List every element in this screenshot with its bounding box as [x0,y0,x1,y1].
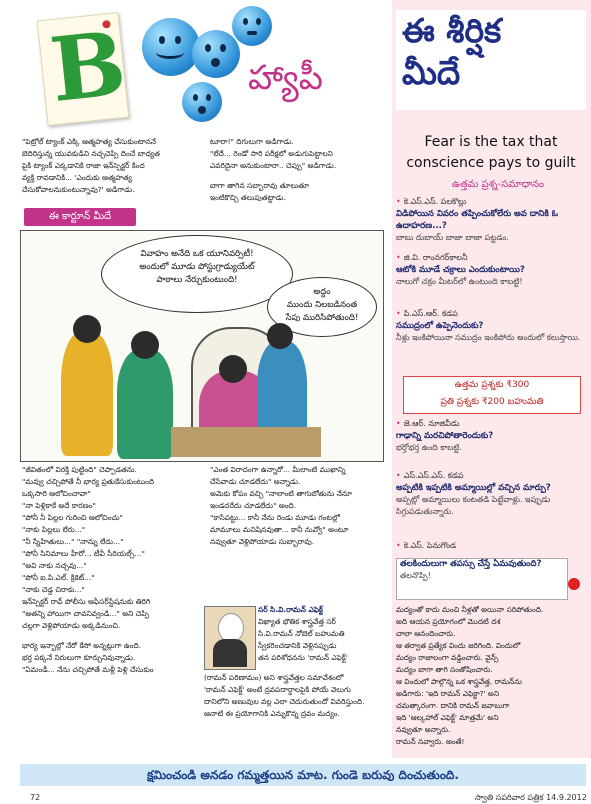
text-line: రామన్ నవ్వారు. అంతే! [396,737,465,746]
text-line: ఆ తర్వాత ప్రత్యేక విందు జరిగింది. విందులో [396,641,521,650]
quote-line-1: Fear is the tax that [424,134,558,150]
head-drawing [73,315,101,343]
text-line: వ్యక్తి రావడానికి... 'ఎందుకు ఆత్మహత్య [22,173,132,182]
text-line: భర్త పక్కనే నిరులుగా కూర్చునివున్నాడు. [22,653,136,662]
page-number: 72 [30,793,41,802]
bubble-text: వివాహం అనేది ఒక యూనివర్సిటీ! [140,249,254,259]
text-line: తన పరిశోధనను 'రామన్ ఎఫెక్ట్' [258,653,348,662]
qa-name: • ఎస్.ఎస్.ఎస్. కడప [396,470,586,482]
qa-name: • జె.ఆర్. నూజివీడు [396,418,586,430]
happy-heading: హ్యాపీ [248,58,323,98]
cartoon [20,230,384,462]
qa-question: అప్పటికి ఇప్పటికి అమ్మాయిల్లో వచ్చిన మార్పు? [396,483,551,493]
header [0,0,395,130]
text-line: "నాకు చెడ్డ చిరాకు..." [22,585,85,594]
right-column-title [396,10,586,110]
qa-question: ఆటోకి మూడే చక్రాలు ఎందుకుంటాయి? [396,265,525,275]
qa-question: సముద్రంలో ఉప్పెనెందుకు? [396,321,484,331]
text-line: ఇండదరేదు చూడలేదు" అంది. [210,501,297,510]
text-line: దానిలోని అణువుల వల్ల ఎలా చెదురుతుందో వివరిస్తుంది. [204,697,365,706]
qa-question: గాఢాన్ని మరచిపోతారెందుకు? [396,431,494,441]
column-bottom-mid [210,464,390,548]
cv-section-cont [204,672,390,720]
table-drawing [171,427,321,457]
text-line: స్వీకరించడానికి వెళ్లినప్పుడు [258,641,337,650]
text-line: అమెకు కోపం వచ్చి "నాలాంటి తాగుబోతును నేనూ [210,489,352,498]
text-line: "అవి నాకు నచ్చవు..." [22,561,87,570]
text-line: "పెట్రోల్ ట్యాంక్ ఎక్కి ఆత్మహత్య చేసుకుంటాననే [22,137,156,146]
text-line: నవ్వుతూ అన్నారు. [396,725,451,734]
text-line: చేసుకోవాలనుకుంటున్నావు?' అడిగాడు. [22,185,135,194]
text-line: ఇంటికొచ్చి తలుపుతట్టాడు. [210,193,286,202]
cv-section [258,604,390,664]
column-1 [22,136,202,196]
b-letter-card [37,12,130,126]
text-line: భార్య ఇన్బాల్లో నేరో కేసో అన్నట్లుగా ఉంది. [22,641,142,650]
qa-question: విడిపోయిన వివరం తప్పించుకోలేరు అవ దానికి ఓ ఉదాహరణ...? [396,209,558,231]
text-line: నవ్వుతూ వెళ్లిపోయాడు సుబ్బారావు. [210,537,315,546]
qa-item [396,470,586,518]
qa-answer: బాబు దుబాయ్ బాజా బాజా పట్టడం. [396,233,509,242]
text-line: మద్యం బాగా తాగి సంతోషించారు. [396,665,493,674]
text-line: "ఎంత విరాదంగా ఉన్నారో... మీలాంటి ముఖాన్ని [210,465,346,474]
worried-face-icon [232,6,272,46]
qa-subheading: ఉత్తమ ప్రశ్న-సమాధానం [452,179,545,190]
text-line: ఇన్‌స్పెక్టర్ రావ్ పోలీసు ఆఫీసర్‌స్టేషనుకు తిరిగి [22,597,151,606]
b-letter: B [45,10,131,123]
cv-title: సర్ సి.వి.రామన్ ఎఫెక్ట్ [258,605,323,614]
quote-line-2: conscience pays to guilt [406,155,576,171]
text-line: బాగా తాగిన సబ్బారావు తూలుతూ [210,181,309,190]
text-line: "నీ స్నేహితులు..." "నాన్ను లేదు..." [22,537,124,546]
surprised-face-icon [192,30,240,78]
head-drawing [131,331,159,359]
bubble-text: అందులో మూడు పోస్టుగ్రాడ్యుయేట్ [139,262,255,272]
text-line: మద్యం రాజాలంగా వడ్డించారు. వైన్స్ [396,653,499,662]
text-line: అడిగారు: 'ఇది రామన్ ఎఫెక్టా?' అని [396,689,500,698]
column-right-bottom [396,604,584,748]
qa-name: • జి.వి. రాంనగర్‌కాలనీ [396,252,586,264]
prize-box [403,376,581,414]
qa-item [396,196,586,244]
qa-name: • కె.ఎస్.ఎస్. పలకొల్లు [396,196,586,208]
text-line: మద్యంతో కాదు మంచి నీళ్లతో అయినా సరిపోతుంది. [396,605,544,614]
text-line: "పోనీ ఐ.పి.ఎల్. క్రికెట్..." [22,573,95,582]
text-line: "ఏమండీ... నేను చచ్చిపోతే మళ్లీ పెళ్లి చేసుకుం [22,665,154,674]
text-line: సి.వి.రామన్ నోబెల్ బహుమతి [258,629,345,638]
cartoon-banner: ఈ కార్టూన్ మీదే [24,208,136,226]
qa-name: • కె.ఎస్. పెనుగొండ [396,540,586,552]
qa-item [396,252,586,288]
text-line: చాలా ఆనందించారు. [396,629,456,638]
text-line: "కాసేపట్టు... కానీ నేను రెండు మూడు గంటల్లో [210,513,340,522]
bubble-text: ముందు నిలబడినంత [286,300,358,310]
qa-answer: నీళ్లు ఇంకిపోయినా సముద్రం ఇంకిపోదు అందులో కలుస్తాయి. [396,333,581,342]
text-line: ఆనాటి ఈ ప్రయోగానికి ఎన్నుకొన్న ద్రవం మద్యం. [204,709,340,718]
text-line: "మవ్వు చచ్చిపోతే నీ భార్య ప్రతుకేసుకుంటుంది [22,477,155,486]
text-line: విఖ్యాత భౌతిక శాస్త్రవేత్త సర్ [258,617,336,626]
speech-bubble-left [101,235,293,313]
bubble-text: సేపు మురిసిపోతుంది! [285,313,359,323]
text-line: "నా పెళ్లికాకే అదే కారణం" [22,501,96,510]
text-line: 'రామన్ ఎఫెక్ట్' అంటే ద్రవపదార్థాలపైకి పోయే వెలుగు [204,685,351,694]
magazine-line: స్వాతి సపరివార పత్రిక 14.9.2012 [475,793,587,802]
title-line-1: ఈ శీర్షిక [402,11,502,50]
text-line: ఆ విందులో పాల్గొన్న ఒక శాస్త్రవేత్త, రామన్‌ను [396,677,522,686]
bullet-icon [568,578,580,590]
text-line: అది ఆయన ప్రయోగంలో మొదటి దశ [396,617,501,626]
text-line: "లేదే... రెండో సారి పరీక్షలో అడుగుపెట్టాలని [210,149,333,158]
text-line: "అతన్ని హాయిగా చావనివ్వండి..." అని చెప్పి [22,609,150,618]
text-line: "నాకు పిల్లలు లేరు..." [22,525,86,534]
qa-answer: నాలుగో చక్రం మీటర్‌లో ఉంటుంది కాబట్టి! [396,277,523,286]
text-line: చమత్కారంగా. దానికి రామన్ జవాబుగా [396,701,510,710]
text-line: "జీవితంలో విరక్తి పుట్టింది" చెప్పాడతను. [22,465,137,474]
text-line: ఇది 'ఆల్కహాల్ ఎఫెక్ట్' మాత్రమే' అని [396,713,499,722]
title-line-2: మీదే [402,53,461,92]
prize-line-1: ఉత్తమ ప్రశ్నకు ₹300 [454,380,530,390]
prize-line-2: ప్రతి ప్రశ్నకు ₹200 బహుమతి [440,397,544,407]
head-drawing [267,323,293,349]
qa-item [396,308,586,344]
column-2 [210,136,388,204]
qa-name: • పి.ఎస్.ఆర్. కడప [396,308,586,320]
smiley-icon [142,18,200,76]
text-line: "పోనీ నీ పిల్లల గురించి ఆలోచించు" [22,513,123,522]
text-line: చల్లగా వెళ్లిపోయాడు అక్కడినుంచి. [22,621,121,630]
small-face-icon [182,82,222,122]
text-line: చేసేవాడు చూడలేదు" అన్నాడు. [210,477,301,486]
text-line: పైకి ట్యాంక్ ఎక్కడానికి రాజా ఇన్‌స్పెక్టర్ కింద [22,161,145,170]
qa-answer: అప్పట్లో అమ్మాయిలు కంటతడి పెట్టేవాళ్లు. ఇప్పుడు సిగ్గుపడుతున్నారు. [396,495,551,516]
woman-figure [117,349,173,459]
text-line: టూరా!" దిగులుగా అడిగాడు. [210,137,294,146]
woman-figure [61,331,113,456]
bubble-text: పాఠాలు నేర్చుకుంటుంది! [156,275,238,285]
quote-box [396,132,586,174]
qa-question: తలకిందులుగా తపస్సు చేస్తే ఏమవుతుంది? [400,559,542,569]
text-line: (రామన్ పరిణామం) అని శాస్త్రవేత్తల సమావేశంలో [204,673,344,682]
footer-quote-band: క్షమించండి అనడం గమ్మత్తయిన మాట. గుండె బరువు దించుతుంది. [20,764,586,786]
qa-item [396,418,586,454]
text-line: "పోనీ సినిమాలు హీరో... టీవీ సీరియల్స్..." [22,549,145,558]
text-line: మామూలు మనిషినవుతా... కానీ నువ్వో" అంటూ [210,525,349,534]
text-line: ఎవరిదైనా అనుకుంటారా.. చెప్పు" అడిగాడు. [210,161,337,170]
text-line: ఒక్కసారి ఆలోచించావా" [22,489,91,498]
qa-answer: భర్తోభర్త ఉంది కాబట్టి. [396,443,462,452]
qa-answer: తలనొప్పి! [400,571,431,580]
qa-item [396,540,586,582]
column-bottom-left [22,464,202,676]
text-line: బెదిరిస్తున్న యువకుడిని నచ్చచెప్పి దించే బాధ్యత [22,149,160,158]
cv-raman-portrait [204,606,256,670]
bubble-text: అద్దం [313,287,331,297]
head-drawing [219,355,247,383]
